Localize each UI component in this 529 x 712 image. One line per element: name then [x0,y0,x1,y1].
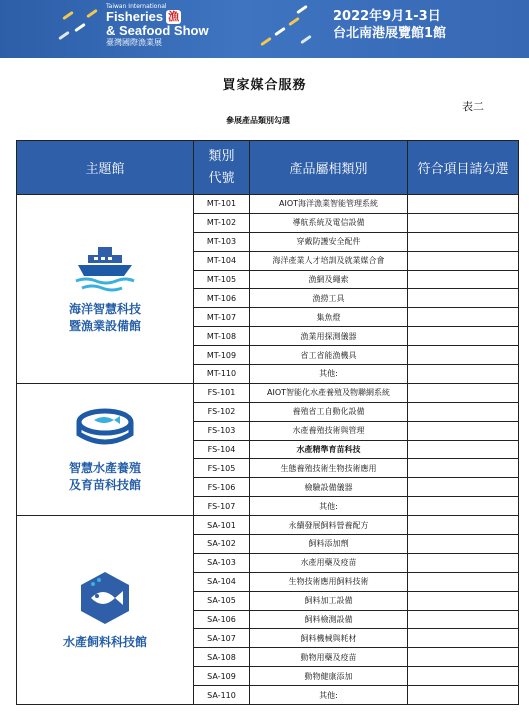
header-code-line2: 代號 [208,170,235,186]
category-code: FS-104 [194,440,250,459]
table-row [17,383,519,402]
category-name: 其他: [250,497,408,516]
event-venue: 台北南港展覽館1館 [333,26,447,41]
check-cell[interactable] [408,251,519,270]
fish-feed-icon [17,570,193,628]
header-check: 符合項目請勾選 [408,141,519,195]
check-cell[interactable] [408,459,519,478]
category-name: 飼料添加劑 [250,535,408,554]
category-name: 動物健康添加 [250,667,408,686]
hall-cell [17,195,194,384]
hall-name-line1: 智慧水產養殖 [68,460,141,475]
fish-decoration-icon [296,5,308,14]
category-code: SA-104 [194,572,250,591]
category-code: SA-105 [194,591,250,610]
category-code: SA-101 [194,516,250,535]
category-name: 漁撈工具 [250,289,408,308]
table-row [17,516,519,535]
category-name: 水產精準育苗科技 [250,440,408,459]
table-subtitle: 參展產品類別勾選 [226,115,290,125]
category-name: 穿戴防護安全配件 [250,232,408,251]
category-code: MT-101 [194,195,250,214]
category-name: 海洋產業人才培訓及就業媒合會 [250,251,408,270]
fish-decoration-icon [86,9,98,18]
header-category: 產品屬相類別 [250,141,408,195]
check-cell[interactable] [408,346,519,365]
category-code: MT-108 [194,327,250,346]
check-cell[interactable] [408,516,519,535]
check-cell[interactable] [408,383,519,402]
check-cell[interactable] [408,195,519,214]
check-cell[interactable] [408,289,519,308]
hall-name-line1: 海洋智慧科技 [68,301,141,316]
category-name: 飼料加工設備 [250,591,408,610]
category-name: 飼料機械與耗材 [250,629,408,648]
header-hall: 主題館 [17,141,194,195]
hall-name-line1: 水產飼料科技館 [62,634,147,649]
logo-small-text: Taiwan International [106,3,167,10]
check-cell[interactable] [408,648,519,667]
category-name: 其他: [250,365,408,384]
event-date: 2022年9月1-3日 [333,9,441,24]
category-code: SA-107 [194,629,250,648]
header-code-line1: 類別 [208,148,235,164]
category-code: MT-109 [194,346,250,365]
category-code: MT-102 [194,213,250,232]
fish-decoration-icon [260,37,272,46]
category-table [16,140,519,705]
check-cell[interactable] [408,553,519,572]
category-name: 其他: [250,686,408,705]
category-name: 永續發展飼料營養配方 [250,516,408,535]
category-name: 養殖省工自動化設備 [250,402,408,421]
aquaculture-tank-icon [17,406,193,454]
check-cell[interactable] [408,572,519,591]
check-cell[interactable] [408,478,519,497]
category-code: MT-110 [194,365,250,384]
hall-cell [17,516,194,705]
header-banner [0,0,529,58]
category-code: SA-102 [194,535,250,554]
fish-decoration-icon [74,23,86,32]
category-name: 飼料檢測設備 [250,610,408,629]
category-code: MT-107 [194,308,250,327]
check-cell[interactable] [408,270,519,289]
category-name: 漁網及繩索 [250,270,408,289]
category-code: SA-109 [194,667,250,686]
show-logo [106,3,209,48]
check-cell[interactable] [408,535,519,554]
category-code: MT-104 [194,251,250,270]
hall-name-line2: 暨漁業設備館 [68,318,141,333]
category-name: 省工省能漁機具 [250,346,408,365]
table-header-row [17,141,519,195]
fish-decoration-icon [62,11,74,20]
category-code: SA-110 [194,686,250,705]
logo-mark: 漁 [168,11,180,23]
category-name: 水產用藥及疫苗 [250,553,408,572]
category-code: MT-105 [194,270,250,289]
table-number: 表二 [462,100,484,113]
check-cell[interactable] [408,213,519,232]
category-code: FS-103 [194,421,250,440]
category-code: SA-108 [194,648,250,667]
category-name: 水產養殖技術與管理 [250,421,408,440]
check-cell[interactable] [408,667,519,686]
check-cell[interactable] [408,421,519,440]
category-name: 動物用藥及疫苗 [250,648,408,667]
hall-cell [17,383,194,515]
category-name: 集魚燈 [250,308,408,327]
category-code: FS-107 [194,497,250,516]
category-name: AIOT海洋漁業智能管理系統 [250,195,408,214]
check-cell[interactable] [408,591,519,610]
fish-decoration-icon [58,31,70,40]
fish-decoration-icon [288,17,300,26]
category-name: 生態養殖技術生物技術應用 [250,459,408,478]
category-name: 漁業用探測儀器 [250,327,408,346]
check-cell[interactable] [408,232,519,251]
check-cell[interactable] [408,440,519,459]
check-cell[interactable] [408,610,519,629]
fish-decoration-icon [274,27,286,36]
category-code: SA-103 [194,553,250,572]
category-code: MT-103 [194,232,250,251]
hall-name-line2: 及育苗科技館 [68,477,141,492]
category-code: FS-105 [194,459,250,478]
logo-chinese-name: 臺灣國際漁業展 [106,38,162,47]
category-code: SA-106 [194,610,250,629]
check-cell[interactable] [408,308,519,327]
ship-icon [17,243,193,295]
category-code: FS-102 [194,402,250,421]
check-cell[interactable] [408,686,519,705]
category-name: AIOT智能化水產養殖及物聯網系統 [250,383,408,402]
category-code: FS-101 [194,383,250,402]
logo-name-line1: Fisheries [106,9,164,24]
table-row [17,195,519,214]
check-cell[interactable] [408,497,519,516]
page-title: 買家媒合服務 [222,78,307,93]
category-code: MT-106 [194,289,250,308]
check-cell[interactable] [408,629,519,648]
logo-name-line2: & Seafood Show [106,23,209,38]
event-info [333,8,446,42]
check-cell[interactable] [408,365,519,384]
check-cell[interactable] [408,402,519,421]
category-name: 導航系統及電信設備 [250,213,408,232]
check-cell[interactable] [408,327,519,346]
header-code [194,141,250,195]
category-name: 生物技術應用飼料技術 [250,572,408,591]
category-name: 檢驗設備儀器 [250,478,408,497]
category-code: FS-106 [194,478,250,497]
fish-decoration-icon [300,35,312,44]
